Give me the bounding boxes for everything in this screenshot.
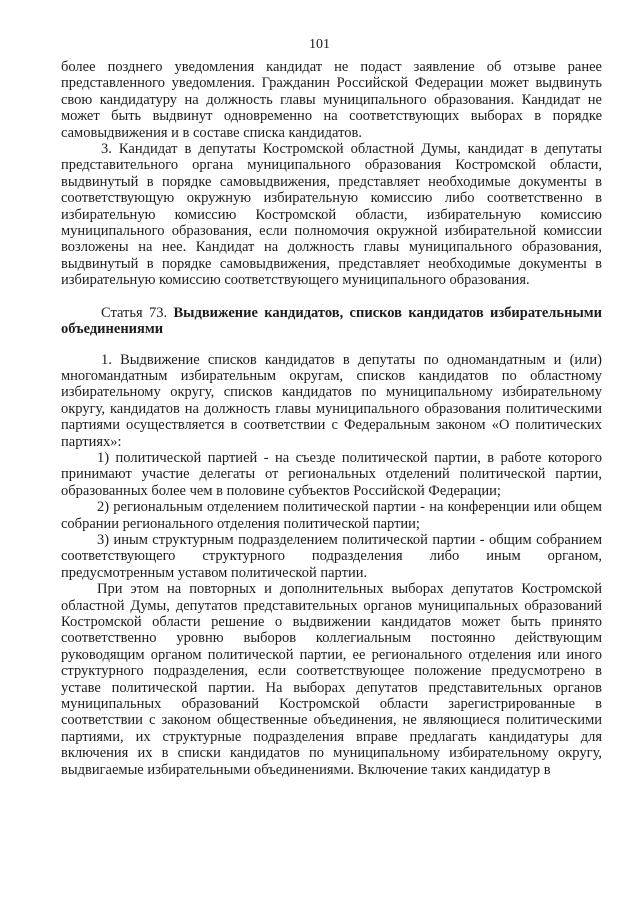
list-item-2: 2) региональным отделением политической партии - на конференции или общем собрании регионального отделения политической партии; bbox=[61, 499, 602, 532]
paragraph-continued: более позднего уведомления кандидат не подаст заявление об отзыве ранее представленного уведомления. Гражданин Российской Федерации может выдвинуть свою кандидатуру на должность главы муниципального образования. Кандидат не может быть выдвинут одновременно на соответствующих выборах в порядке самовыдвижения и в составе списка кандидатов. bbox=[61, 59, 602, 141]
paragraph-point-1: 1. Выдвижение списков кандидатов в депутаты по одномандатным и (или) многомандатным избирательным округам, списков кандидатов по областному избирательному округу, списков кандидатов по муниципальному избирательному округу, кандидатов на должность главы муниципального образования политическими партиями осуществляется в соответствии с Федеральным законом «О политических партиях»: bbox=[61, 351, 602, 450]
article-title: Выдвижение кандидатов, списков кандидатов избирательными объединениями bbox=[61, 304, 602, 338]
document-body bbox=[61, 59, 602, 778]
list-item-1: 1) политической партией - на съезде политической партии, в работе которого принимают участие делегаты от региональных отделений политической партии, образованных более чем в половине субъектов Российской Федерации; bbox=[61, 449, 602, 499]
list-item-3: 3) иным структурным подразделением политической партии - общим собранием соответствующего структурного подразделения либо иным органом, предусмотренным уставом политической партии. bbox=[61, 531, 602, 581]
paragraph-item-3: 3. Кандидат в депутаты Костромской областной Думы, кандидат в депутаты представительного органа муниципального образования Костромской области, выдвинутый в порядке самовыдвижения, представляет необходимые документы в соответствующую окружную избирательную комиссию либо соответственно в избирательную комиссию Костромской области, избирательную комиссию муниципального образования, если полномочия окружной избирательной комиссии возложены на нее. Кандидат на должность главы муниципального образования, выдвинутый в порядке самовыдвижения, представляет необходимые документы в избирательную комиссию соответствующего муниципального образования. bbox=[61, 141, 602, 289]
page-number: 101 bbox=[309, 37, 330, 52]
article-label: Статья 73. bbox=[101, 304, 168, 321]
article-heading bbox=[61, 305, 602, 338]
paragraph-repeat-elections: При этом на повторных и дополнительных выборах депутатов Костромской областной Думы, депутатов представительных органов муниципальных образований Костромской области решение о выдвижении кандидатов может быть принято соответственно уровню выборов коллегиальным постоянно действующим руководящим органом политической партии, ее регионального отделения или иного структурного подразделения, если соответствующее положение предусмотрено в уставе политической партии. На выборах депутатов представительных органов муниципальных образований Костромской области зарегистрированные в соответствии с законом общественные объединения, не являющиеся политическими партиями, их структурные подразделения вправе предлагать кандидатуры для включения их в списки кандидатов по муниципальному избирательному округу, выдвигаемые избирательными объединениями. Включение таких кандидатур в bbox=[61, 581, 602, 778]
